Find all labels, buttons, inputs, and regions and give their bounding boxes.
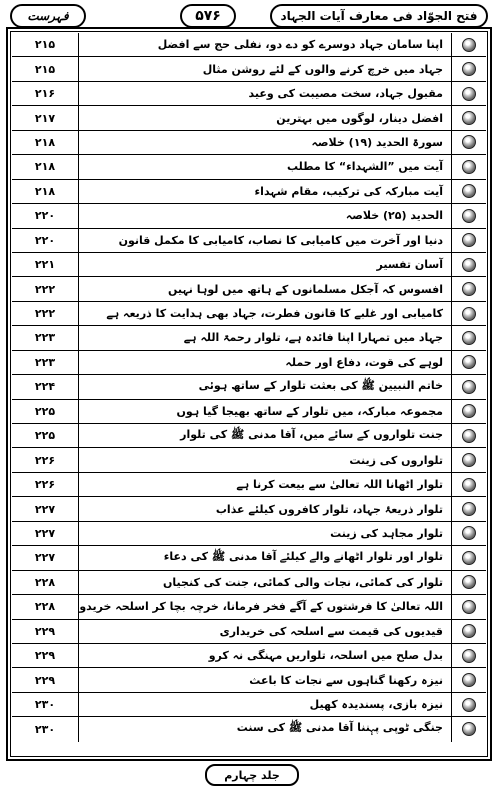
- entry-page-number: ۲۱۶: [12, 82, 79, 105]
- bullet-icon: [462, 87, 476, 101]
- bullet-icon: [462, 258, 476, 272]
- entry-page-number: ۲۲۱: [12, 253, 79, 276]
- entry-title: قیدیوں کی قیمت سے اسلحہ کی خریداری: [79, 620, 452, 643]
- bullet-cell: [452, 644, 486, 667]
- bullet-icon: [462, 502, 476, 516]
- table-row: [12, 106, 486, 130]
- bullet-icon: [462, 649, 476, 663]
- bullet-cell: [452, 620, 486, 643]
- entry-page-number: ۲۳۰: [12, 693, 79, 716]
- table-row: [12, 82, 486, 106]
- entry-page-number: ۲۲۸: [12, 571, 79, 594]
- entry-title: آیت مبارکہ کی ترکیب، مقام شہداء: [79, 180, 452, 203]
- bullet-cell: [452, 546, 486, 569]
- bullet-cell: [452, 571, 486, 594]
- table-row: [12, 229, 486, 253]
- bullet-icon: [462, 307, 476, 321]
- table-row: [12, 302, 486, 326]
- entry-title: سورۃ الحدید (۱۹) خلاصہ: [79, 131, 452, 154]
- index-table-frame: [6, 27, 492, 761]
- bullet-cell: [452, 693, 486, 716]
- entry-page-number: ۲۲۷: [12, 546, 79, 569]
- entry-page-number: ۲۲۵: [12, 424, 79, 447]
- entry-page-number: ۲۲۹: [12, 620, 79, 643]
- bullet-cell: [452, 522, 486, 545]
- table-row: [12, 131, 486, 155]
- bullet-cell: [452, 375, 486, 398]
- entry-title: تلوار اور تلوار اٹھانے والے کیلئے آقا مدنی ﷺ کی دعاء: [79, 546, 452, 569]
- bullet-icon: [462, 331, 476, 345]
- entry-title: اللہ تعالیٰ کا فرشتوں کے آگے فخر فرمانا، خرچہ بچا کر اسلحہ خریدو: [79, 595, 452, 618]
- bullet-icon: [462, 478, 476, 492]
- entry-title: مقبول جہاد، سخت مصیبت کی وعید: [79, 82, 452, 105]
- entry-page-number: ۲۱۵: [12, 33, 79, 56]
- bullet-cell: [452, 302, 486, 325]
- table-row: [12, 180, 486, 204]
- bullet-cell: [452, 253, 486, 276]
- entry-page-number: ۲۲۳: [12, 326, 79, 349]
- table-row: [12, 351, 486, 375]
- entry-title: جنگی ٹوپی پہننا آقا مدنی ﷺ کی سنت: [79, 717, 452, 741]
- bullet-icon: [462, 160, 476, 174]
- entry-title: افضل دینار، لوگوں میں بہترین: [79, 106, 452, 129]
- bullet-cell: [452, 155, 486, 178]
- table-row: [12, 155, 486, 179]
- entry-title: جہاد میں خرچ کرنے والوں کے لئے روشن مثال: [79, 57, 452, 80]
- bullet-icon: [462, 184, 476, 198]
- table-row: [12, 693, 486, 717]
- bullet-icon: [462, 551, 476, 565]
- bullet-cell: [452, 448, 486, 471]
- entry-page-number: ۲۲۵: [12, 400, 79, 423]
- bullet-cell: [452, 82, 486, 105]
- table-row: [12, 717, 486, 741]
- entry-page-number: ۲۱۸: [12, 131, 79, 154]
- bullet-icon: [462, 600, 476, 614]
- bullet-icon: [462, 722, 476, 736]
- entry-title: تلوار اٹھانا اللہ تعالیٰ سے بیعت کرنا ہے: [79, 473, 452, 496]
- table-row: [12, 204, 486, 228]
- entry-title: دنیا اور آخرت میں کامیابی کا نصاب، کامیابی کا مکمل قانون: [79, 229, 452, 252]
- entry-page-number: ۲۱۸: [12, 155, 79, 178]
- table-row: [12, 571, 486, 595]
- bullet-cell: [452, 57, 486, 80]
- entry-title: افسوس کہ آجکل مسلمانوں کے ہاتھ میں لوہا نہیں: [79, 277, 452, 300]
- bullet-cell: [452, 473, 486, 496]
- entry-page-number: ۲۲۳: [12, 351, 79, 374]
- bullet-icon: [462, 135, 476, 149]
- entry-page-number: ۲۳۰: [12, 717, 79, 741]
- bullet-icon: [462, 380, 476, 394]
- bullet-cell: [452, 351, 486, 374]
- page-number: ۵۷۶: [180, 4, 236, 28]
- entry-page-number: ۲۲۰: [12, 229, 79, 252]
- entry-page-number: ۲۱۵: [12, 57, 79, 80]
- bullet-icon: [462, 233, 476, 247]
- entry-title: نیزہ بازی، پسندیدہ کھیل: [79, 693, 452, 716]
- bullet-icon: [462, 698, 476, 712]
- table-row: [12, 253, 486, 277]
- table-row: [12, 620, 486, 644]
- bullet-cell: [452, 131, 486, 154]
- entry-page-number: ۲۲۷: [12, 497, 79, 520]
- table-row: [12, 497, 486, 521]
- entry-page-number: ۲۱۷: [12, 106, 79, 129]
- bullet-icon: [462, 111, 476, 125]
- entry-title: آیت میں ”الشہداء“ کا مطلب: [79, 155, 452, 178]
- bullet-icon: [462, 673, 476, 687]
- table-row: [12, 33, 486, 57]
- bullet-icon: [462, 209, 476, 223]
- bullet-icon: [462, 526, 476, 540]
- bullet-cell: [452, 204, 486, 227]
- table-row: [12, 375, 486, 399]
- entry-title: اپنا سامان جہاد دوسرے کو دے دو، نفلی حج سے افضل: [79, 33, 452, 56]
- bullet-icon: [462, 404, 476, 418]
- bullet-icon: [462, 62, 476, 76]
- bullet-cell: [452, 326, 486, 349]
- index-label: فہرست: [10, 4, 86, 28]
- bullet-cell: [452, 668, 486, 691]
- bullet-icon: [462, 575, 476, 589]
- bullet-cell: [452, 497, 486, 520]
- bullet-cell: [452, 106, 486, 129]
- entry-page-number: ۲۲۶: [12, 473, 79, 496]
- entry-page-number: ۲۲۷: [12, 522, 79, 545]
- entry-page-number: ۲۲۲: [12, 302, 79, 325]
- entry-page-number: ۲۲۹: [12, 644, 79, 667]
- entry-title: تلوار مجاہد کی زینت: [79, 522, 452, 545]
- bullet-cell: [452, 180, 486, 203]
- index-table: [12, 33, 486, 755]
- table-row: [12, 424, 486, 448]
- bullet-cell: [452, 400, 486, 423]
- bullet-cell: [452, 595, 486, 618]
- bullet-cell: [452, 717, 486, 741]
- entry-title: لوہے کی قوت، دفاع اور حملہ: [79, 351, 452, 374]
- bullet-cell: [452, 277, 486, 300]
- entry-title: خاتم النبیین ﷺ کی بعثت تلوار کے ساتھ ہوئی: [79, 375, 452, 398]
- entry-title: تلواروں کی زینت: [79, 448, 452, 471]
- table-row: [12, 473, 486, 497]
- table-row: [12, 595, 486, 619]
- page-header: [6, 3, 494, 29]
- bullet-icon: [462, 282, 476, 296]
- entry-title: بدل صلح میں اسلحہ، تلواریں مہنگی نہ کرو: [79, 644, 452, 667]
- bullet-icon: [462, 624, 476, 638]
- entry-title: نیزہ رکھنا گناہوں سے نجات کا باعث: [79, 668, 452, 691]
- table-row: [12, 546, 486, 570]
- entry-title: کامیابی اور غلبے کا قانون فطرت، جہاد بھی ہدایت کا ذریعہ ہے: [79, 302, 452, 325]
- table-row: [12, 644, 486, 668]
- entry-page-number: ۲۲۴: [12, 375, 79, 398]
- entry-title: جہاد میں تمہارا اپنا فائدہ ہے، تلوار رحمۃ اللہ ہے: [79, 326, 452, 349]
- table-row: [12, 277, 486, 301]
- bullet-cell: [452, 33, 486, 56]
- entry-page-number: ۲۲۹: [12, 668, 79, 691]
- table-row: [12, 57, 486, 81]
- entry-title: مجموعہ مبارکہ، میں تلوار کے ساتھ بھیجا گیا ہوں: [79, 400, 452, 423]
- entry-page-number: ۲۲۰: [12, 204, 79, 227]
- table-row: [12, 326, 486, 350]
- entry-title: الحدید (۲۵) خلاصہ: [79, 204, 452, 227]
- entry-title: تلوار کی کمائی، نجات والی کمائی، جنت کی کنجیاں: [79, 571, 452, 594]
- bullet-icon: [462, 38, 476, 52]
- table-row: [12, 400, 486, 424]
- bullet-icon: [462, 453, 476, 467]
- entry-page-number: ۲۲۲: [12, 277, 79, 300]
- table-row: [12, 448, 486, 472]
- entry-page-number: ۲۲۶: [12, 448, 79, 471]
- table-row: [12, 668, 486, 692]
- entry-title: آسان تفسیر: [79, 253, 452, 276]
- entry-page-number: ۲۲۸: [12, 595, 79, 618]
- entry-page-number: ۲۱۸: [12, 180, 79, 203]
- table-row: [12, 522, 486, 546]
- bullet-icon: [462, 355, 476, 369]
- bullet-cell: [452, 229, 486, 252]
- volume-label: جلد چہارم: [205, 764, 299, 786]
- book-title: فتح الجوّاد فی معارف آیات الجہاد: [270, 4, 488, 28]
- bullet-icon: [462, 429, 476, 443]
- bullet-cell: [452, 424, 486, 447]
- entry-title: جنت تلواروں کے سائے میں، آقا مدنی ﷺ کی تلوار: [79, 424, 452, 447]
- entry-title: تلوار ذریعۂ جہاد، تلوار کافروں کیلئے عذاب: [79, 497, 452, 520]
